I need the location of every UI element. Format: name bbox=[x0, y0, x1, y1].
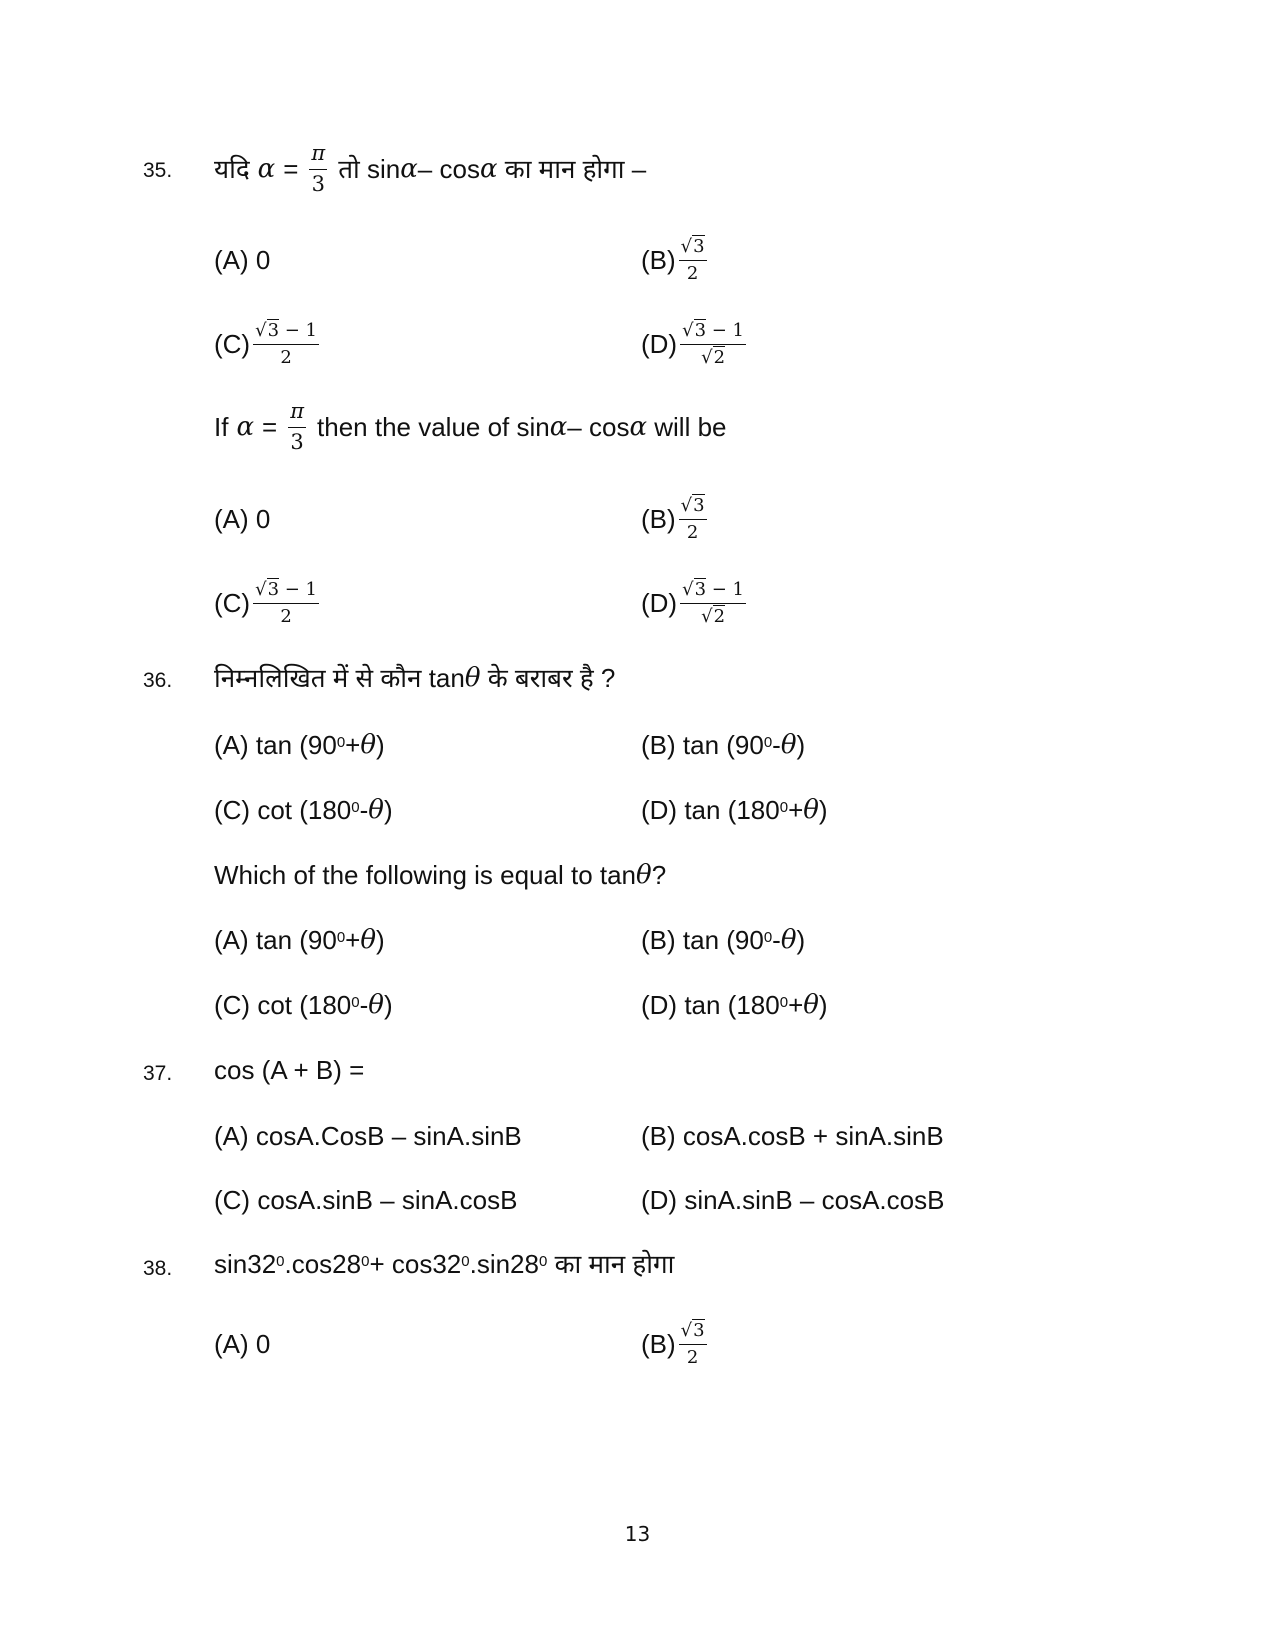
q35-en-option-a: (A) 0 bbox=[214, 504, 271, 534]
alpha-symbol: α bbox=[400, 154, 418, 184]
fraction-denominator: √2 bbox=[701, 346, 726, 368]
q36-option-b: (B) tan (90 $^0$ - θ ) bbox=[641, 730, 806, 760]
fraction-sqrt3-minus-1-over-sqrt2 bbox=[680, 580, 746, 627]
alpha-symbol: α bbox=[257, 154, 276, 184]
fraction-numerator: √3 bbox=[679, 237, 707, 261]
q36-english-pre: Which of the following is equal to tan bbox=[214, 860, 637, 890]
q35-option-a: (A) 0 bbox=[214, 245, 271, 275]
fraction-sqrt3-over-2 bbox=[679, 237, 707, 284]
q36-hindi-tail: के बराबर है ? bbox=[487, 663, 616, 693]
q35-en-option-b bbox=[641, 493, 710, 545]
fraction-denominator: 2 bbox=[280, 605, 292, 627]
q35-english-if: If bbox=[214, 412, 229, 442]
fraction-denominator: 3 bbox=[290, 429, 304, 454]
q37-option-c: (C) cosA.sinB – sinA.cosB bbox=[214, 1185, 518, 1215]
fraction-numerator: √3 − 1 bbox=[253, 321, 319, 345]
q36-option-d: (D) tan (180 $^0$ + θ ) bbox=[641, 795, 828, 825]
q35-option-d bbox=[641, 318, 749, 370]
theta-symbol: θ bbox=[464, 663, 481, 693]
page-number: 13 bbox=[624, 1522, 651, 1546]
fraction-pi-over-3 bbox=[309, 142, 327, 195]
fraction-sqrt3-minus-1-over-2 bbox=[253, 580, 319, 627]
fraction-pi-over-3 bbox=[288, 400, 306, 453]
q35-hindi-stem bbox=[214, 143, 646, 195]
q37-option-b: (B) cosA.cosB + sinA.sinB bbox=[641, 1121, 944, 1151]
option-label: (B) bbox=[641, 1329, 676, 1359]
q35-option-c bbox=[214, 318, 322, 370]
option-label: (C) bbox=[214, 588, 251, 618]
q35-sin: sin bbox=[366, 154, 401, 184]
option-label: (D) bbox=[641, 588, 678, 618]
q36-en-option-a: (A) tan (90 $^0$ + θ ) bbox=[214, 925, 385, 955]
q37-option-d: (D) sinA.sinB – cosA.cosB bbox=[641, 1185, 945, 1215]
q36-en-option-c: (C) cot (180 $^0$ - θ ) bbox=[214, 990, 393, 1020]
fraction-denominator: 3 bbox=[311, 171, 325, 196]
alpha-symbol: α bbox=[629, 412, 648, 442]
fraction-denominator: 2 bbox=[686, 521, 699, 543]
q35-en-option-d bbox=[641, 577, 749, 629]
q35-english-tail: will be bbox=[654, 412, 727, 442]
fraction-numerator: √3 − 1 bbox=[680, 321, 746, 345]
q35-english-then: then the value of sin bbox=[317, 412, 550, 442]
q36-english-stem bbox=[214, 862, 666, 888]
q35-english-minus-cos: – cos bbox=[567, 412, 630, 442]
q38-option-b bbox=[641, 1318, 710, 1370]
q36-option-c: (C) cot (180 $^0$ - θ ) bbox=[214, 795, 393, 825]
fraction-denominator: 2 bbox=[686, 262, 699, 284]
question-number-35: 35. bbox=[143, 159, 173, 182]
q37-option-a: (A) cosA.CosB – sinA.sinB bbox=[214, 1121, 522, 1151]
fraction-numerator: √3 − 1 bbox=[680, 580, 746, 604]
question-number-38: 38. bbox=[143, 1257, 173, 1280]
fraction-denominator: √2 bbox=[701, 605, 726, 627]
q35-english-stem bbox=[214, 401, 727, 453]
q36-hindi-stem bbox=[214, 665, 615, 691]
q35-minus-cos: – cos bbox=[417, 154, 480, 184]
question-number-37: 37. bbox=[143, 1062, 173, 1085]
option-label: (D) bbox=[641, 329, 678, 359]
q38-option-a: (A) 0 bbox=[214, 1329, 271, 1359]
q36-hindi-pre: निम्नलिखित में से कौन tan bbox=[214, 663, 465, 693]
q36-en-option-d: (D) tan (180 $^0$ + θ ) bbox=[641, 990, 828, 1020]
q36-option-a: (A) tan (90 $^0$ + θ ) bbox=[214, 730, 385, 760]
question-number-36: 36. bbox=[143, 669, 173, 692]
fraction-numerator: √3 bbox=[679, 496, 707, 520]
option-label: (B) bbox=[641, 245, 676, 275]
option-label: (B) bbox=[641, 504, 676, 534]
alpha-symbol: α bbox=[479, 154, 498, 184]
q35-en-option-c bbox=[214, 577, 322, 629]
fraction-denominator: 2 bbox=[280, 346, 292, 368]
q35-hindi-to: तो bbox=[338, 154, 360, 184]
fraction-numerator: √3 − 1 bbox=[253, 580, 319, 604]
q37-stem: cos (A + B) = bbox=[214, 1055, 365, 1085]
equals-sign: = bbox=[262, 412, 278, 442]
alpha-symbol: α bbox=[549, 412, 568, 442]
theta-symbol: θ bbox=[636, 860, 652, 890]
q35-hindi-tail: का मान होगा – bbox=[504, 154, 647, 184]
q38-hindi-tail: का मान होगा bbox=[554, 1249, 675, 1279]
fraction-sqrt3-minus-1-over-2 bbox=[253, 321, 319, 368]
q38-stem: sin32 $^0$ .cos28 $^0$ + cos32 $^0$ .sin28 $^0$ का मान होगा bbox=[214, 1249, 675, 1279]
fraction-sqrt3-over-2 bbox=[679, 496, 707, 543]
fraction-numerator: π bbox=[309, 142, 327, 169]
q36-en-option-b: (B) tan (90 $^0$ - θ ) bbox=[641, 925, 806, 955]
q35-hindi-yadi: यदि bbox=[214, 154, 250, 184]
fraction-numerator: √3 bbox=[679, 1321, 707, 1345]
fraction-numerator: π bbox=[288, 400, 306, 427]
fraction-sqrt3-minus-1-over-sqrt2 bbox=[680, 321, 746, 368]
equals-sign: = bbox=[283, 154, 299, 184]
alpha-symbol: α bbox=[236, 412, 255, 442]
q36-english-tail: ? bbox=[651, 860, 667, 890]
fraction-denominator: 2 bbox=[686, 1346, 699, 1368]
fraction-sqrt3-over-2 bbox=[679, 1321, 707, 1368]
q35-option-b bbox=[641, 234, 710, 286]
option-label: (C) bbox=[214, 329, 251, 359]
